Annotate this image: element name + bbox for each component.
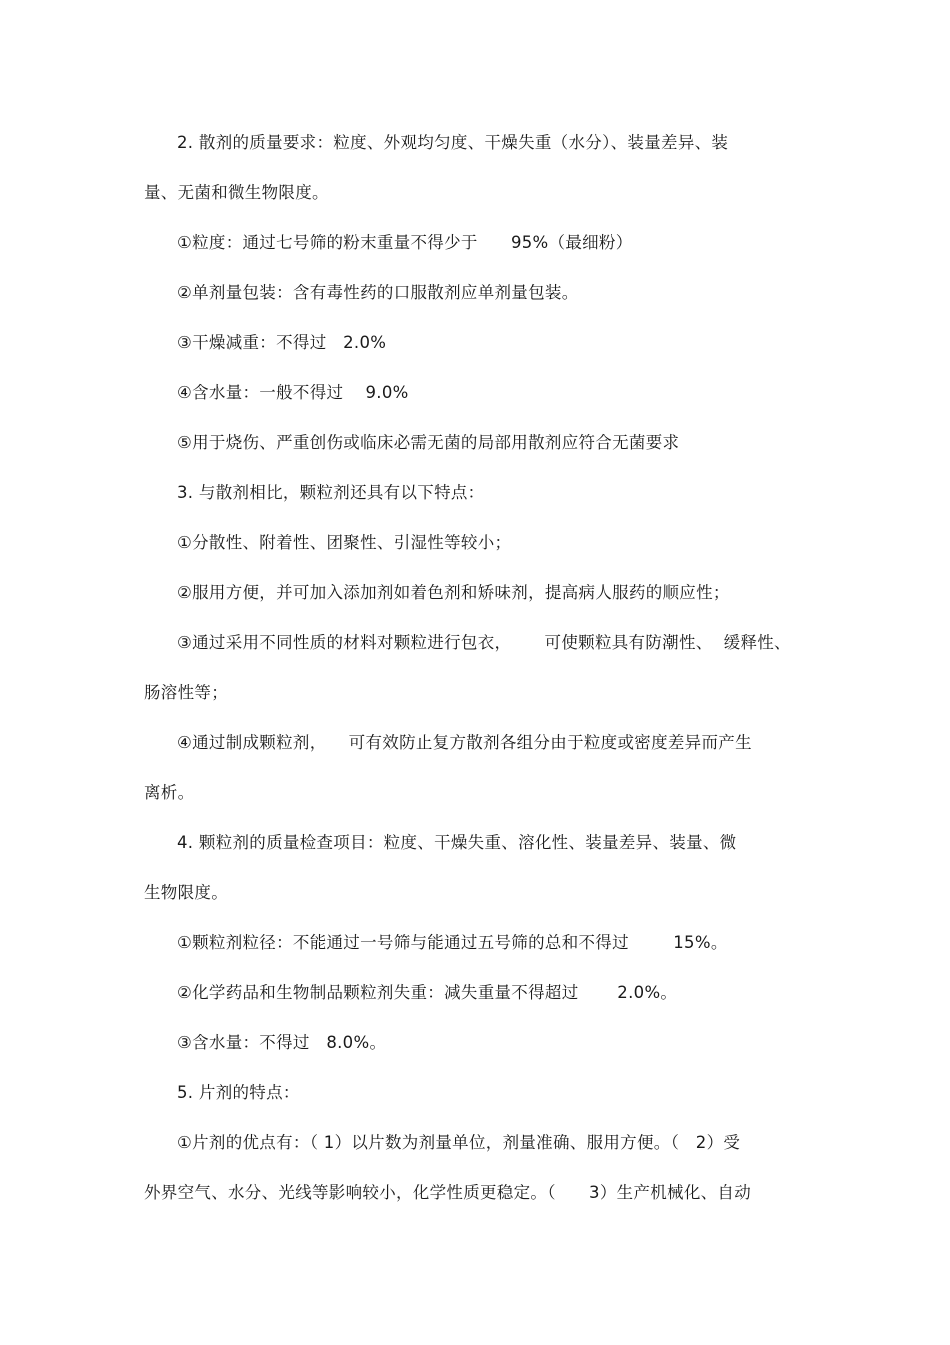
section-4-heading: 4. 颗粒剂的质量检查项目：粒度、干燥失重、溶化性、装量差异、装量、微: [177, 833, 737, 852]
powder-item-single-dose: ②单剂量包装：含有毒性药的口服散剂应单剂量包装。: [177, 283, 579, 302]
tablet-advantages-cont: 外界空气、水分、光线等影响较小，化学性质更稳定。（ 3）生产机械化、自动: [144, 1183, 752, 1202]
section-5-heading: 5. 片剂的特点：: [177, 1083, 300, 1102]
powder-item-sterility: ⑤用于烧伤、严重创伤或临床必需无菌的局部用散剂应符合无菌要求: [177, 433, 680, 452]
section-4-heading-cont: 生物限度。: [144, 883, 228, 902]
powder-item-granularity: ①粒度：通过七号筛的粉末重量不得少于 95%（最细粉）: [177, 233, 633, 252]
tablet-advantages: ①片剂的优点有：（ 1）以片数为剂量单位，剂量准确、服用方便。（ 2）受: [177, 1133, 741, 1152]
powder-item-water-content: ④含水量：一般不得过 9.0%: [177, 383, 409, 402]
granule-feature-3-cont: 肠溶性等；: [144, 683, 228, 702]
granule-feature-4-cont: 离析。: [144, 783, 195, 802]
section-3-heading: 3. 与散剂相比，颗粒剂还具有以下特点：: [177, 483, 485, 502]
powder-item-drying-loss: ③干燥减重：不得过 2.0%: [177, 333, 387, 352]
section-2-heading: 2. 散剂的质量要求：粒度、外观均匀度、干燥失重（水分）、装量差异、装: [177, 133, 729, 152]
granule-check-particle-size: ①颗粒剂粒径：不能通过一号筛与能通过五号筛的总和不得过 15%。: [177, 933, 728, 952]
section-2-heading-cont: 量、无菌和微生物限度。: [144, 183, 329, 202]
granule-feature-1: ①分散性、附着性、团聚性、引湿性等较小；: [177, 533, 512, 552]
granule-check-water-content: ③含水量：不得过 8.0%。: [177, 1033, 387, 1052]
granule-check-weight-loss: ②化学药品和生物制品颗粒剂失重：减失重量不得超过 2.0%。: [177, 983, 678, 1002]
granule-feature-3: ③通过采用不同性质的材料对颗粒进行包衣， 可使颗粒具有防潮性、 缓释性、: [177, 633, 791, 652]
granule-feature-4: ④通过制成颗粒剂， 可有效防止复方散剂各组分由于粒度或密度差异而产生: [177, 733, 752, 752]
granule-feature-2: ②服用方便，并可加入添加剂如着色剂和矫味剂，提高病人服药的顺应性；: [177, 583, 730, 602]
